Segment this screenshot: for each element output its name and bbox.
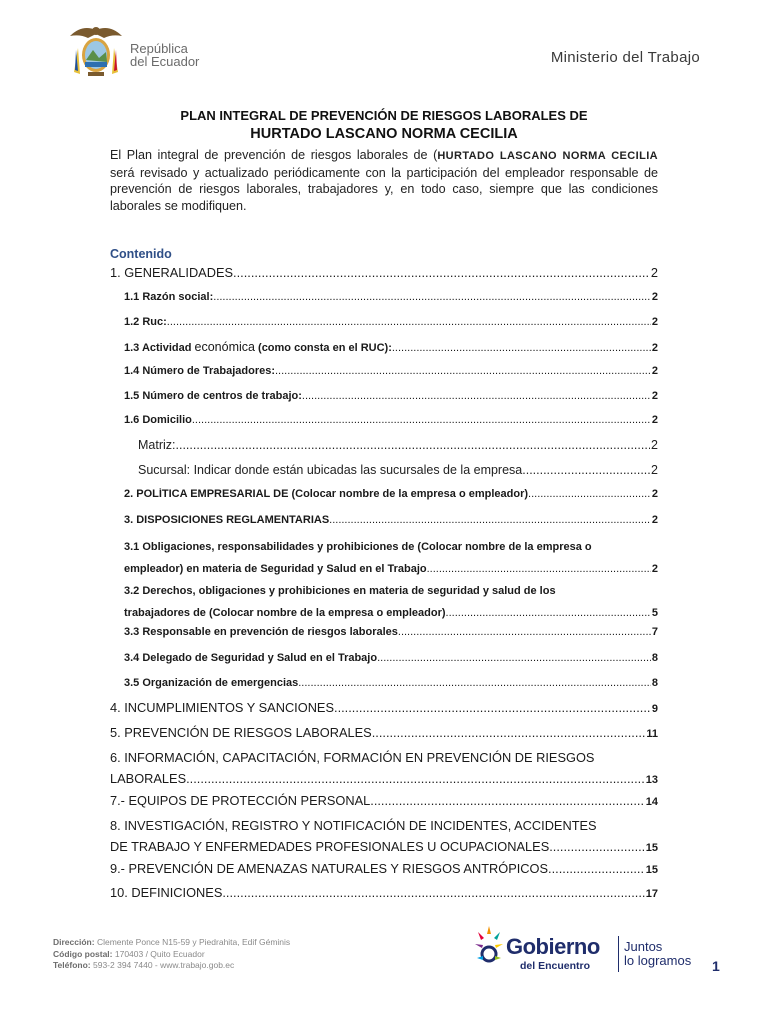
toc-entry-razon-social[interactable]: 1.1 Razón social: ..... 2 xyxy=(124,291,658,303)
ecuador-coat-of-arms-icon xyxy=(66,22,126,80)
toc-entry-centros-trabajo[interactable]: 1.5 Número de centros de trabajo: ..... 2 xyxy=(124,390,658,402)
toc-entry-numero-trabajadores[interactable]: 1.4 Número de Trabajadores: ..... 2 xyxy=(124,365,658,377)
page-header xyxy=(0,0,768,95)
toc-entry-incumplimientos[interactable]: 4. INCUMPLIMIENTOS Y SANCIONES ..... 9 xyxy=(110,700,658,715)
toc-entry-delegado[interactable]: 3.4 Delegado de Seguridad y Salud en el Trabajo ..... 8 xyxy=(124,652,658,664)
toc-entry-obligaciones[interactable]: 3.1 Obligaciones, responsabilidades y prohibiciones de (Colocar nombre de la empresa o empleador) en materia de Seguridad y Salud en el Trabajo ..... 2 xyxy=(124,536,658,580)
intro-paragraph: El Plan integral de prevención de riesgos laborales de (HURTADO LASCANO NORMA CECILIA será revisado y actualizado periódicamente con la participación del empleador responsable de prevención de riesgos laborales, trabajadores y, en todo caso, siempre que las condiciones laborales se modifiquen. xyxy=(110,148,659,213)
toc-entry-ruc[interactable]: 1.2 Ruc: ..... 2 xyxy=(124,316,658,328)
toc-entry-actividad-economica[interactable]: 1.3 Actividad económica (como consta en el RUC): ..... 2 xyxy=(124,340,658,354)
toc-entry-definiciones[interactable]: 10. DEFINICIONES ..... 17 xyxy=(110,885,658,900)
footer-address: Dirección: Clemente Ponce N15-59 y Piedrahita, Edif Géminis Código postal: 170403 / Quito Ecuador Teléfono: 593-2 394 7440 - www.trabajo.gob.ec xyxy=(53,937,291,970)
del-encuentro-wordmark: del Encuentro xyxy=(520,960,591,972)
toc-entry-equipos-proteccion[interactable]: 7.- EQUIPOS DE PROTECCIÓN PERSONAL ..... 14 xyxy=(110,793,658,808)
logo-divider xyxy=(618,936,619,972)
toc-entry-investigacion[interactable]: 8. INVESTIGACIÓN, REGISTRO Y NOTIFICACIÓN DE INCIDENTES, ACCIDENTES DE TRABAJO Y ENFERMEDADES PROFESIONALES U OCUPACIONALES ..... 15 xyxy=(110,815,658,859)
document-title-line2: HURTADO LASCANO NORMA CECILIA xyxy=(250,126,518,142)
toc-heading: Contenido xyxy=(110,247,172,261)
gobierno-sun-icon xyxy=(474,924,504,972)
toc-entry-matriz[interactable]: Matriz: ..... 2 xyxy=(138,438,658,452)
toc-entry-responsable[interactable]: 3.3 Responsable en prevención de riesgos laborales ..... 7 xyxy=(124,626,658,638)
juntos-lo-logramos-slogan: Juntos lo logramos xyxy=(624,939,692,968)
company-name: HURTADO LASCANO NORMA CECILIA xyxy=(437,150,659,162)
toc-entry-informacion-capacitacion[interactable]: 6. INFORMACIÓN, CAPACITACIÓN, FORMACIÓN EN PREVENCIÓN DE RIESGOS LABORALES ..... 13 xyxy=(110,747,658,791)
toc-entry-derechos[interactable]: 3.2 Derechos, obligaciones y prohibiciones en materia de seguridad y salud de los trabajadores de (Colocar nombre de la empresa o empleador) ..... 5 xyxy=(124,580,658,624)
gobierno-wordmark: Gobierno xyxy=(506,934,600,959)
toc-entry-prevencion-riesgos[interactable]: 5. PREVENCIÓN DE RIESGOS LABORALES ..... 11 xyxy=(110,725,658,740)
toc-entry-amenazas-naturales[interactable]: 9.- PREVENCIÓN DE AMENAZAS NATURALES Y RIESGOS ANTRÓPICOS ..... 15 xyxy=(110,861,658,876)
gobierno-del-encuentro-logo xyxy=(474,920,694,980)
page-number: 1 xyxy=(712,958,720,974)
ministerio-title: Ministerio del Trabajo xyxy=(550,49,700,66)
toc-entry-politica-empresarial[interactable]: 2. POLÍTICA EMPRESARIAL DE (Colocar nombre de la empresa o empleador) ..... 2 xyxy=(124,488,658,500)
document-title-line1: PLAN INTEGRAL DE PREVENCIÓN DE RIESGOS LABORALES DE xyxy=(180,108,588,123)
toc-entry-disposiciones[interactable]: 3. DISPOSICIONES REGLAMENTARIAS ..... 2 xyxy=(124,514,658,526)
republica-ecuador-logotype: República del Ecuador xyxy=(130,41,200,69)
toc-entry-emergencias[interactable]: 3.5 Organización de emergencias ..... 8 xyxy=(124,677,658,689)
toc-entry-sucursal[interactable]: Sucursal: Indicar donde están ubicadas las sucursales de la empresa ..... 2 xyxy=(138,463,658,477)
toc-entry-generalidades[interactable]: 1. GENERALIDADES ..... 2 xyxy=(110,265,658,280)
toc-entry-domicilio[interactable]: 1.6 Domicilio ..... 2 xyxy=(124,414,658,426)
